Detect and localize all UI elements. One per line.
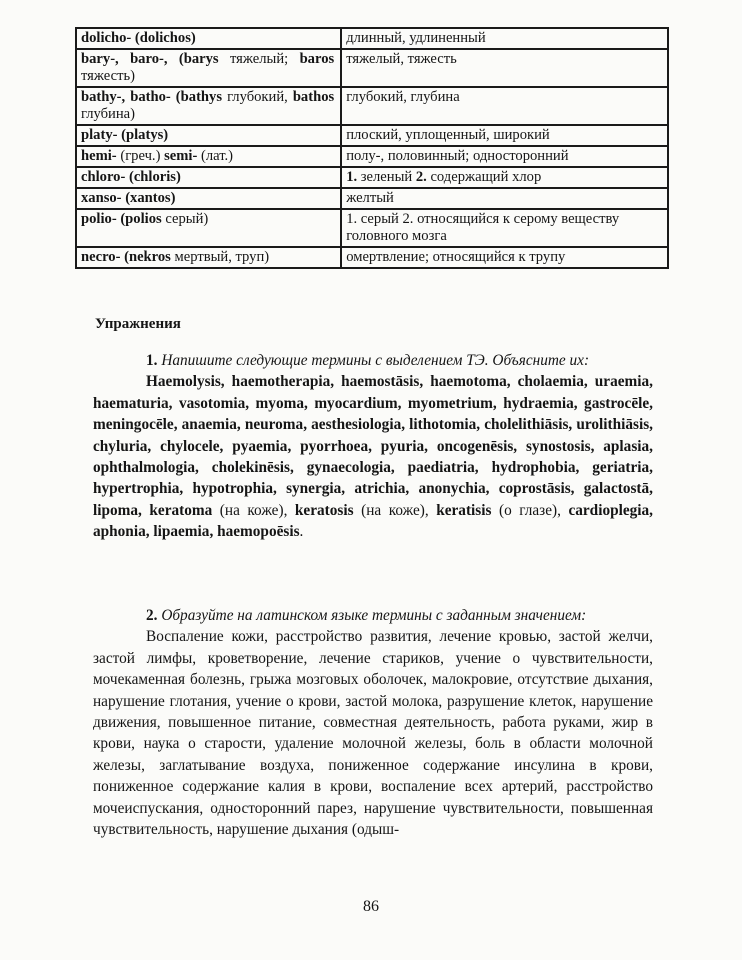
term-segment: bary-, baro-, (barys: [81, 51, 230, 67]
exercise-1-term-segment: .: [299, 523, 304, 541]
table-row: [76, 209, 668, 247]
table-row: [76, 28, 668, 49]
term-cell: [76, 146, 341, 167]
meaning-segment: 1. серый 2. относящийся к серому веществу головного мозга: [346, 211, 620, 244]
term-segment: тяжесть): [81, 68, 135, 84]
meaning-segment: 2.: [415, 169, 431, 185]
meaning-segment: желтый: [346, 190, 394, 206]
exercise-2-task: [93, 605, 653, 626]
term-segment: baros: [299, 51, 335, 67]
meaning-segment: плоский, уплощенный, широкий: [346, 127, 550, 143]
exercise-1-term-segment: cardioplegia, aphonia, lipaemia, haemopoēsis: [93, 501, 654, 541]
term-segment: серый): [165, 211, 209, 227]
meaning-segment: 1.: [346, 169, 361, 185]
term-segment: platy- (platys): [81, 127, 169, 143]
term-segment: xanso- (xantos): [81, 190, 176, 206]
exercise-1-term-segment: (на коже),: [219, 501, 295, 519]
exercise-2-number: 2.: [146, 607, 158, 624]
meaning-cell: [341, 188, 668, 209]
section-heading: Упражнения: [95, 316, 181, 332]
meaning-segment: тяжелый, тяжесть: [346, 51, 457, 67]
meaning-cell: [341, 146, 668, 167]
meaning-cell: [341, 49, 668, 87]
table-row: [76, 125, 668, 146]
meaning-cell: [341, 28, 668, 49]
term-cell: [76, 87, 341, 125]
term-segment: глубина): [81, 106, 136, 122]
meaning-cell: [341, 247, 668, 268]
term-cell: [76, 28, 341, 49]
term-segment: bathy-, batho- (bathys: [81, 89, 228, 105]
exercise-1-term-segment: (о глазе),: [498, 501, 569, 519]
meaning-segment: глубокий, глубина: [346, 89, 460, 105]
term-segment: chloro- (chloris): [81, 169, 181, 185]
term-cell: [76, 247, 341, 268]
term-segment: bathos: [292, 89, 335, 105]
term-segment: necro- (nekros: [81, 249, 175, 265]
term-segment: мертвый, труп): [174, 249, 270, 265]
page-number: 86: [363, 898, 379, 915]
term-segment: polio- (polios: [81, 211, 166, 227]
exercise-1: [93, 350, 653, 543]
term-segment: semi-: [164, 148, 201, 164]
term-segment: глубокий,: [227, 89, 293, 105]
table-row: [76, 188, 668, 209]
term-cell: [76, 49, 341, 87]
term-segment: (лат.): [200, 148, 234, 164]
exercise-2: [93, 605, 653, 840]
terms-table-body: [76, 28, 668, 268]
table-row: [76, 247, 668, 268]
term-segment: (греч.): [120, 148, 165, 164]
exercise-1-term-segment: keratosis: [294, 501, 362, 519]
exercise-1-number: 1.: [146, 352, 158, 369]
exercise-1-terms: [93, 371, 653, 542]
meaning-segment: полу-, половинный; односторонний: [346, 148, 569, 164]
table-row: [76, 87, 668, 125]
exercise-2-instruction: Образуйте на латинском языке термины с заданным значением:: [161, 607, 587, 624]
exercise-1-instruction: Напишите следующие термины с выделением ТЭ. Объясните их:: [161, 352, 590, 369]
exercise-1-term-segment: keratisis: [436, 501, 499, 519]
meaning-cell: [341, 209, 668, 247]
table-row: [76, 146, 668, 167]
term-segment: hemi-: [81, 148, 121, 164]
term-segment: тяжелый;: [229, 51, 300, 67]
table-row: [76, 49, 668, 87]
meaning-segment: омертвление; относящийся к трупу: [346, 249, 566, 265]
term-cell: [76, 125, 341, 146]
table-row: [76, 167, 668, 188]
exercise-1-term-segment: Haemolysis, haemotherapia, haemostāsis, haemotoma, cholaemia, uraemia, haematuria, vasotomia, myoma, myocardium, myometrium, hydraemia, gastrocēle, meningocēle, anaemia, neuroma, aesthesiologia, lithotomia, cholelithiāsis, urolithiāsis, chyluria, chylocele, pyaemia, pyorrhoea, pyuria, oncogenēsis, synostosis, aplasia, ophthalmologia, cholekinēsis, gynaecologia, paediatria, hydrophobia, geriatria, hypertrophia, hypotrophia, synergia, atrichia, anonychia, coprostāsis, galactostā, lipoma, keratoma: [93, 373, 653, 519]
term-cell: [76, 167, 341, 188]
term-segment: dolicho- (dolichos): [81, 30, 196, 46]
meaning-segment: содержащий хлор: [430, 169, 542, 185]
exercise-1-term-segment: (на коже),: [361, 501, 437, 519]
term-cell: [76, 188, 341, 209]
meaning-segment: длинный, удлиненный: [346, 30, 486, 46]
meaning-segment: зеленый: [360, 169, 416, 185]
meaning-cell: [341, 167, 668, 188]
meaning-cell: [341, 125, 668, 146]
exercise-2-text: Воспаление кожи, расстройство развития, лечение кровью, застой желчи, застой лимфы, кроветворение, лечение стариков, учение о чувствительности, мочекаменная болезнь, грыжа мозговых оболочек, малокровие, отсутствие дыхания, нарушение глотания, учение о крови, застой молока, разрушение клеток, нарушение движения, повышенное питание, совместная деятельность, работа руками, жир в крови, наука о старости, удаление молочной железы, боль в области молочной железы, заглатывание воздуха, пониженное содержание инсулина в крови, пониженное содержание калия в крови, воспаление всех артерий, расстройство мочеиспускания, односторонний парез, нарушение чувствительности, повышенная чувствительность, нарушение дыхания (одыш-: [93, 628, 653, 839]
exercise-1-task: [93, 350, 653, 371]
meaning-cell: [341, 87, 668, 125]
term-cell: [76, 209, 341, 247]
terms-table: [75, 27, 669, 269]
